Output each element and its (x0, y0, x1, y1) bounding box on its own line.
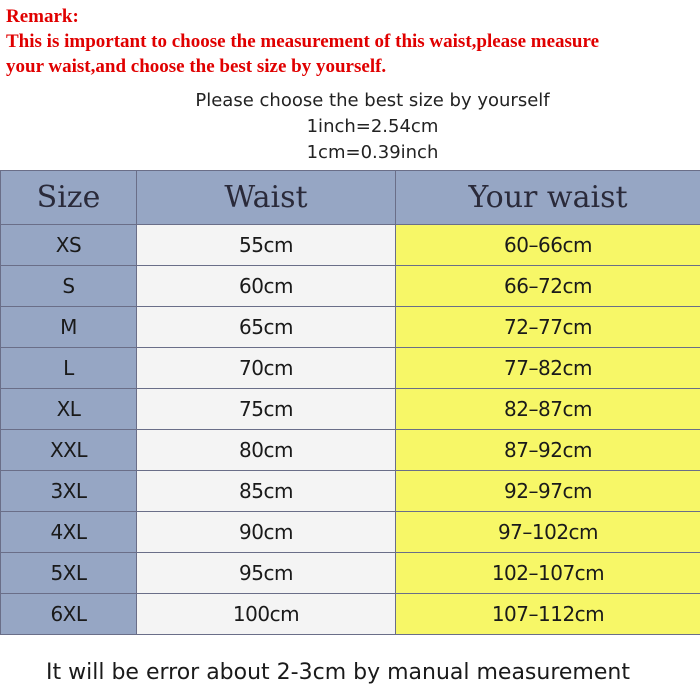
size-cell: 5XL (1, 553, 137, 594)
waist-cell: 70cm (137, 348, 396, 389)
size-cell: XXL (1, 430, 137, 471)
size-cell: 4XL (1, 512, 137, 553)
footer-note: It will be error about 2-3cm by manual measurement (46, 660, 630, 685)
table-row (1, 348, 700, 389)
remark-line-2: your waist,and choose the best size by yourself. (6, 56, 387, 77)
your-waist-cell: 102–107cm (396, 553, 700, 594)
waist-cell: 95cm (137, 553, 396, 594)
your-waist-cell: 77–82cm (396, 348, 700, 389)
size-cell: XL (1, 389, 137, 430)
table-row (1, 266, 700, 307)
waist-cell: 75cm (137, 389, 396, 430)
table-row (1, 307, 700, 348)
header-size: Size (1, 171, 137, 225)
waist-cell: 85cm (137, 471, 396, 512)
table-row (1, 225, 700, 266)
table-header-row (1, 171, 700, 225)
header-waist: Waist (137, 171, 396, 225)
remark-line-1: This is important to choose the measurement of this waist,please measure (6, 31, 600, 52)
waist-cell: 80cm (137, 430, 396, 471)
info-block (0, 88, 700, 166)
table-row (1, 471, 700, 512)
table-row (1, 512, 700, 553)
your-waist-cell: 60–66cm (396, 225, 700, 266)
size-cell: L (1, 348, 137, 389)
size-cell: M (1, 307, 137, 348)
waist-cell: 65cm (137, 307, 396, 348)
table-row (1, 594, 700, 635)
info-cm-conversion: 1cm=0.39inch (306, 142, 439, 163)
your-waist-cell: 92–97cm (396, 471, 700, 512)
header-your-waist: Your waist (396, 171, 700, 225)
size-cell: 3XL (1, 471, 137, 512)
your-waist-cell: 87–92cm (396, 430, 700, 471)
your-waist-cell: 66–72cm (396, 266, 700, 307)
size-chart-table (0, 170, 700, 635)
your-waist-cell: 72–77cm (396, 307, 700, 348)
waist-cell: 100cm (137, 594, 396, 635)
size-cell: XS (1, 225, 137, 266)
table-row (1, 430, 700, 471)
your-waist-cell: 82–87cm (396, 389, 700, 430)
your-waist-cell: 97–102cm (396, 512, 700, 553)
table-row (1, 553, 700, 594)
info-choose-size: Please choose the best size by yourself (195, 90, 550, 111)
size-cell: S (1, 266, 137, 307)
size-cell: 6XL (1, 594, 137, 635)
remark-title: Remark: (6, 6, 79, 27)
info-inch-conversion: 1inch=2.54cm (306, 116, 439, 137)
your-waist-cell: 107–112cm (396, 594, 700, 635)
remark-block (6, 4, 696, 79)
waist-cell: 60cm (137, 266, 396, 307)
waist-cell: 90cm (137, 512, 396, 553)
waist-cell: 55cm (137, 225, 396, 266)
table-row (1, 389, 700, 430)
